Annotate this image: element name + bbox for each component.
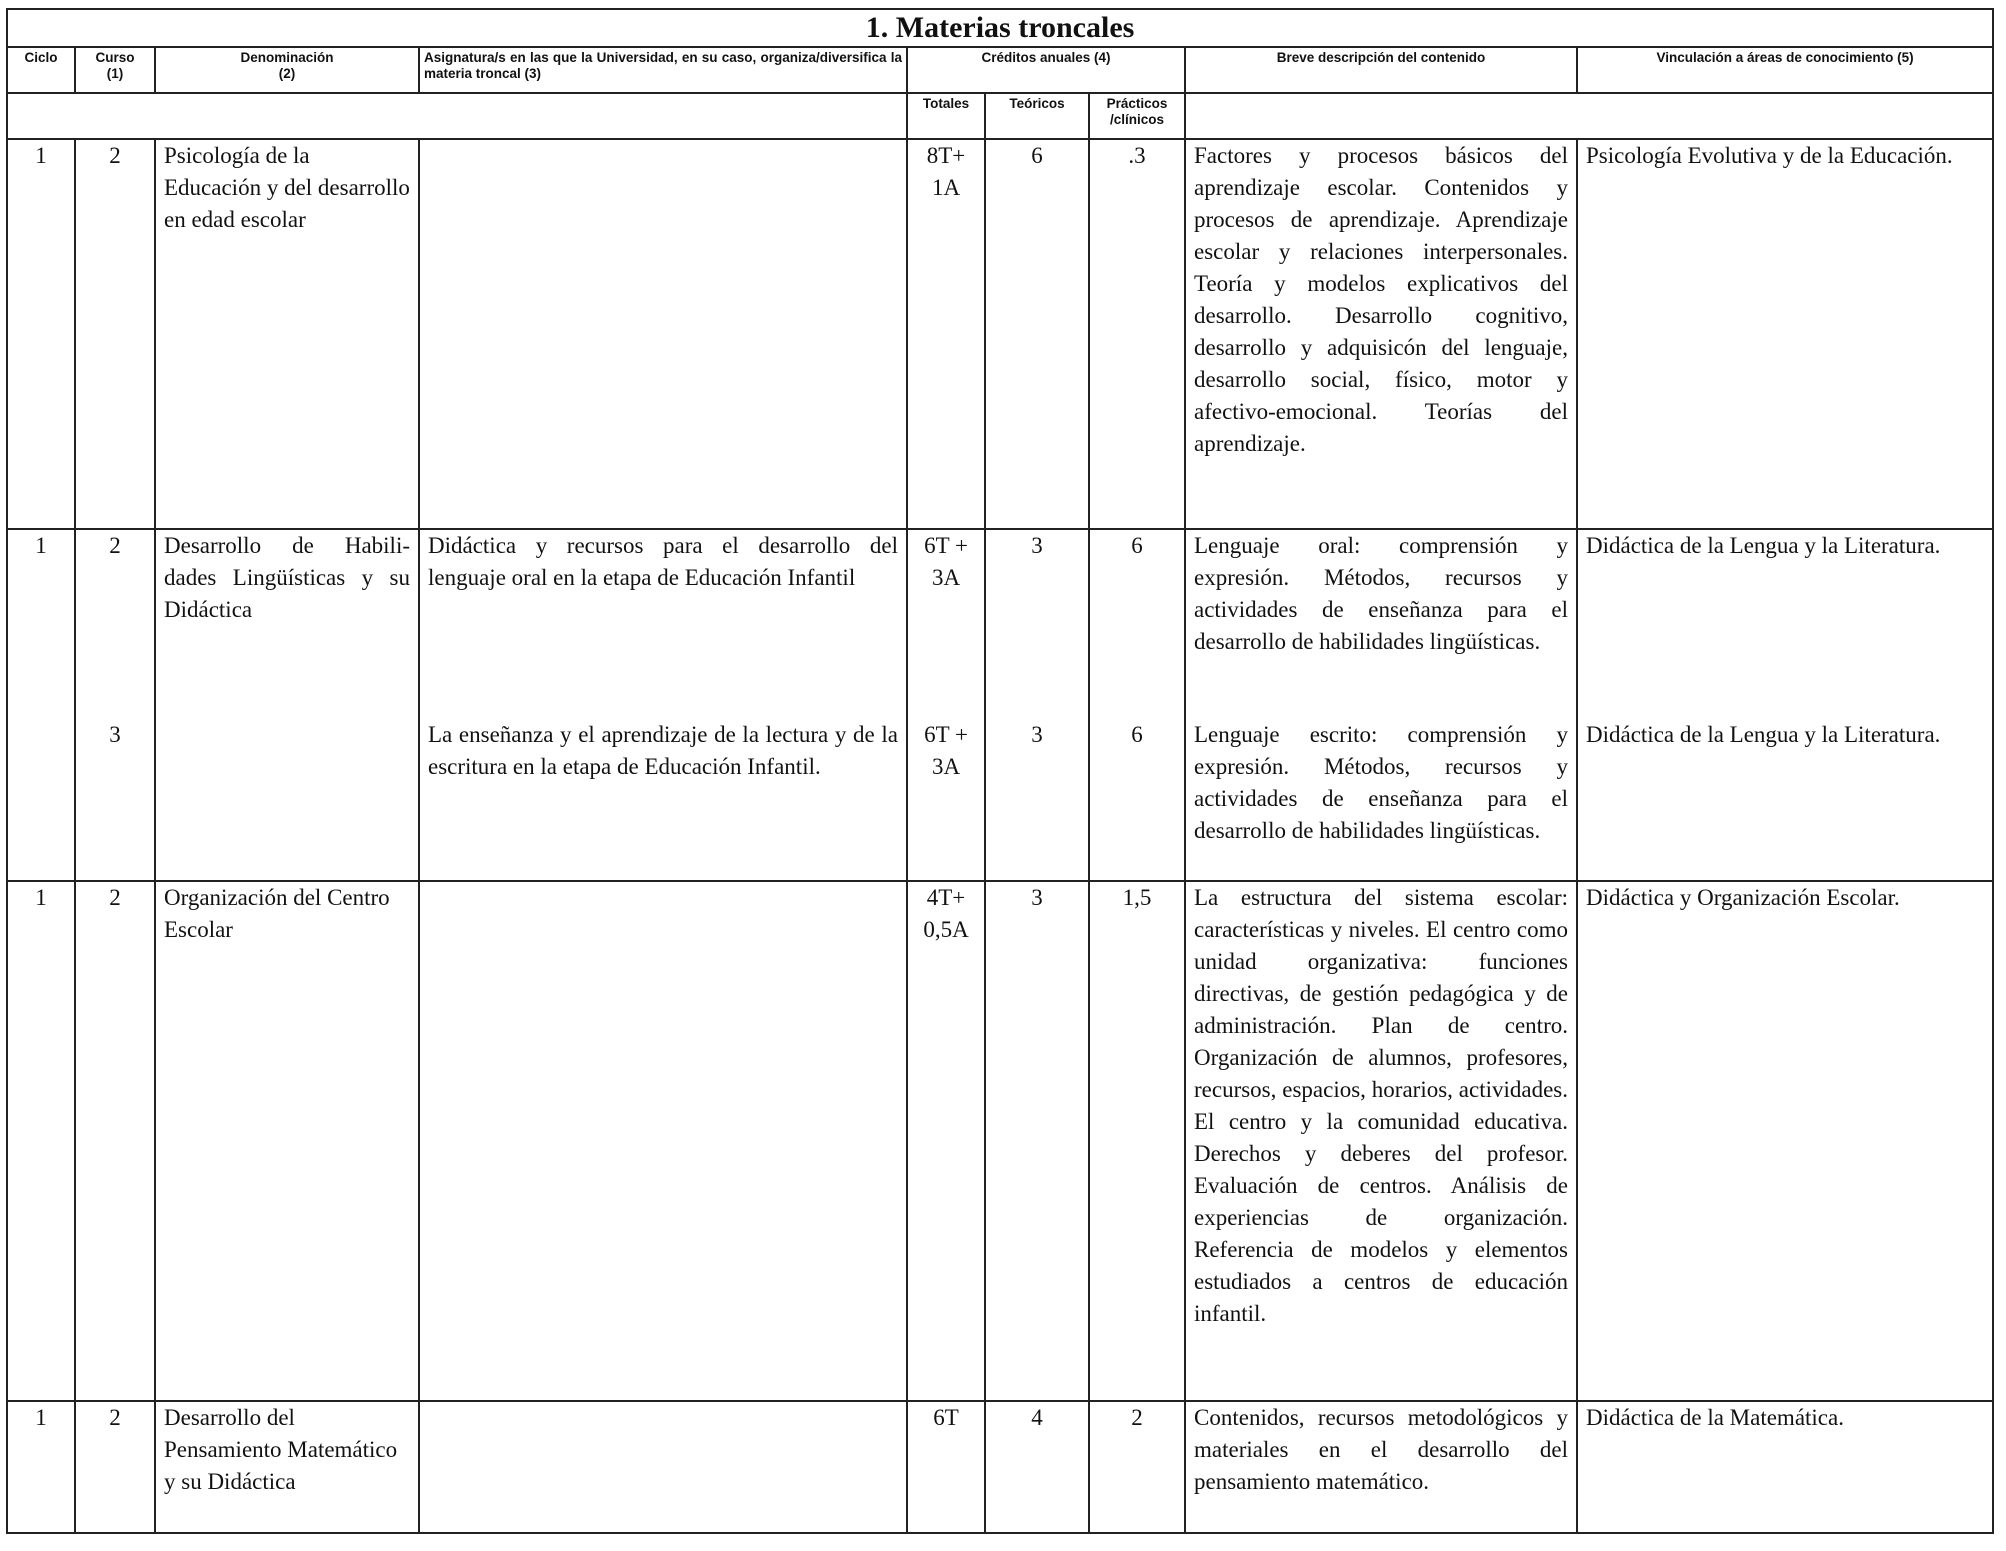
cell-asignatura — [419, 139, 907, 529]
cell-curso: 2 — [75, 1401, 155, 1533]
header-creditos: Créditos anuales (4) — [907, 47, 1185, 93]
cell-teoricos: 3 — [985, 719, 1089, 881]
cell-totales: 6T + 3A — [907, 529, 985, 719]
cell-asignatura — [419, 1401, 907, 1533]
header-vinculacion: Vinculación a áreas de conocimiento (5) — [1577, 47, 1993, 93]
header-curso: Curso (1) — [75, 47, 155, 93]
table-row — [7, 719, 1993, 881]
cell-practicos: .3 — [1089, 139, 1185, 529]
cell-totales: 8T+ 1A — [907, 139, 985, 529]
materias-troncales-table — [6, 8, 1994, 1534]
cell-denominacion: Organización del Centro Escolar — [155, 881, 419, 1401]
header-teoricos: Teóricos — [985, 93, 1089, 139]
cell-descripcion: Contenidos, recursos metodológicos y materiales en el desarrollo del pensamiento matemático. — [1185, 1401, 1577, 1533]
cell-descripcion: La estructura del sistema escolar: características y niveles. El centro como unidad organizativa: funciones directivas, de gestión pedagógica y de administración. Plan de centro. Organización de alumnos, profesores, recursos, espacios, horarios, actividades. El centro y la comunidad educativa. Derechos y deberes del profesor. Evaluación de centros. Análisis de experiencias de organización. Referencia de modelos y elementos estudiados a centros de educación infantil. — [1185, 881, 1577, 1401]
cell-denominacion: Desarrollo de Habili-dades Lingüísticas y su Didáctica — [155, 529, 419, 719]
header-totales: Totales — [907, 93, 985, 139]
cell-vinculacion: Didáctica de la Matemática. — [1577, 1401, 1993, 1533]
table-row — [7, 529, 1993, 719]
cell-practicos: 2 — [1089, 1401, 1185, 1533]
cell-descripcion: Lenguaje oral: comprensión y expresión. Métodos, recursos y actividades de enseñanza para el desarrollo de habilidades lingüísticas. — [1185, 529, 1577, 719]
cell-vinculacion: Didáctica de la Lengua y la Literatura. — [1577, 719, 1993, 881]
document-page — [6, 8, 1992, 1534]
cell-curso: 3 — [75, 719, 155, 881]
cell-teoricos: 3 — [985, 529, 1089, 719]
cell-practicos: 1,5 — [1089, 881, 1185, 1401]
cell-practicos: 6 — [1089, 719, 1185, 881]
table-row — [7, 1401, 1993, 1533]
table-row — [7, 881, 1993, 1401]
table-title: 1. Materias troncales — [7, 9, 1993, 47]
header-ciclo: Ciclo — [7, 47, 75, 93]
cell-denominacion: Psicología de la Educación y del desarrollo en edad escolar — [155, 139, 419, 529]
cell-teoricos: 3 — [985, 881, 1089, 1401]
cell-curso: 2 — [75, 139, 155, 529]
header-denominacion: Denominación (2) — [155, 47, 419, 93]
table-row — [7, 139, 1993, 529]
cell-denominacion: Desarrollo del Pensamiento Matemático y su Didáctica — [155, 1401, 419, 1533]
cell-descripcion: Lenguaje escrito: comprensión y expresión. Métodos, recursos y actividades de enseñanza para el desarrollo de habilidades lingüísticas. — [1185, 719, 1577, 881]
cell-teoricos: 6 — [985, 139, 1089, 529]
cell-curso: 2 — [75, 881, 155, 1401]
cell-ciclo: 1 — [7, 139, 75, 529]
cell-vinculacion: Didáctica de la Lengua y la Literatura. — [1577, 529, 1993, 719]
cell-totales: 6T + 3A — [907, 719, 985, 881]
cell-asignatura: La enseñanza y el aprendizaje de la lectura y de la escritura en la etapa de Educación Infantil. — [419, 719, 907, 881]
cell-asignatura: Didáctica y recursos para el desarrollo del lenguaje oral en la etapa de Educación Infantil — [419, 529, 907, 719]
cell-ciclo — [7, 719, 75, 881]
cell-vinculacion: Psicología Evolutiva y de la Educación. — [1577, 139, 1993, 529]
cell-totales: 6T — [907, 1401, 985, 1533]
subheader-blank-right — [1185, 93, 1993, 139]
cell-denominacion — [155, 719, 419, 881]
cell-ciclo: 1 — [7, 881, 75, 1401]
cell-totales: 4T+ 0,5A — [907, 881, 985, 1401]
cell-practicos: 6 — [1089, 529, 1185, 719]
subheader-blank-left — [7, 93, 907, 139]
cell-ciclo: 1 — [7, 529, 75, 719]
cell-teoricos: 4 — [985, 1401, 1089, 1533]
cell-descripcion: Factores y procesos básicos del aprendizaje escolar. Contenidos y procesos de aprendizaje. Aprendizaje escolar y relaciones interpersonales. Teoría y modelos explicativos del desarrollo. Desarrollo cognitivo, desarrollo y adquisicón del lenguaje, desarrollo social, físico, motor y afectivo-emocional. Teorías del aprendizaje. — [1185, 139, 1577, 529]
header-asignatura: Asignatura/s en las que la Universidad, en su caso, organiza/diversifica la materia troncal (3) — [419, 47, 907, 93]
cell-vinculacion: Didáctica y Organización Escolar. — [1577, 881, 1993, 1401]
cell-curso: 2 — [75, 529, 155, 719]
header-practicos: Prácticos /clínicos — [1089, 93, 1185, 139]
header-descripcion: Breve descripción del contenido — [1185, 47, 1577, 93]
cell-ciclo: 1 — [7, 1401, 75, 1533]
cell-asignatura — [419, 881, 907, 1401]
